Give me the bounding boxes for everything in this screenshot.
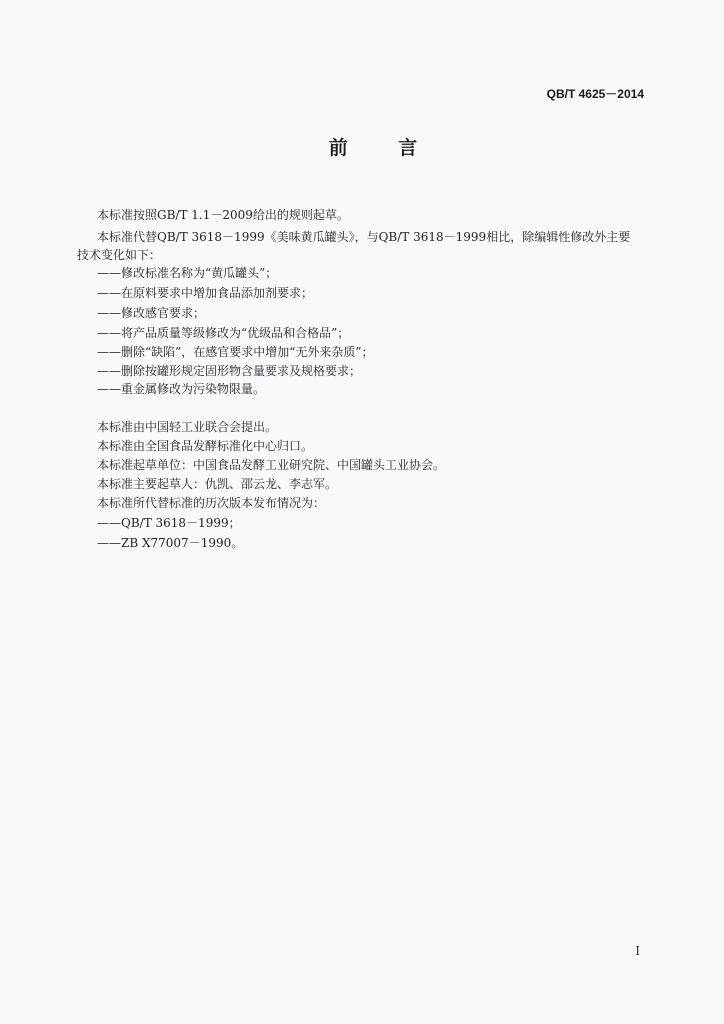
change-item: ——删除“缺陷”，在感官要求中增加“无外来杂质”；: [97, 345, 374, 359]
intro-line-3: 技术变化如下：: [77, 248, 162, 262]
info-line: 本标准由全国食品发酵标准化中心归口。: [97, 439, 314, 453]
info-line: 本标准起草单位：中国食品发酵工业研究院、中国罐头工业协会。: [97, 458, 446, 472]
intro-line-2: 本标准代替QB/T 3618－1999《美味黄瓜罐头》，与QB/T 3618－1999相比，除编辑性修改外主要: [97, 230, 631, 244]
change-item: ——重金属修改为污染物限量。: [97, 382, 266, 396]
info-line: 本标准所代替标准的历次版本发布情况为：: [97, 496, 326, 510]
page-title: 前 言: [328, 137, 440, 159]
change-item: ——修改感官要求；: [97, 306, 206, 320]
change-item: ——在原料要求中增加食品添加剂要求；: [97, 286, 314, 300]
info-line: 本标准主要起草人：仇凯、邵云龙、李志军。: [97, 477, 338, 491]
page-number: I: [635, 944, 640, 958]
intro-line-1: 本标准按照GB/T 1.1－2009给出的规则起草。: [97, 208, 349, 222]
standard-code: QB/T 4625－2014: [546, 87, 644, 101]
change-item: ——修改标准名称为“黄瓜罐头”；: [97, 266, 278, 280]
change-item: ——删除按罐形规定固形物含量要求及规格要求；: [97, 364, 362, 378]
history-item: ——ZB X77007－1990。: [97, 536, 244, 550]
info-line: 本标准由中国轻工业联合会提出。: [97, 420, 278, 434]
change-item: ——将产品质量等级修改为“优级品和合格品”；: [97, 326, 350, 340]
history-item: ——QB/T 3618－1999；: [97, 516, 241, 530]
